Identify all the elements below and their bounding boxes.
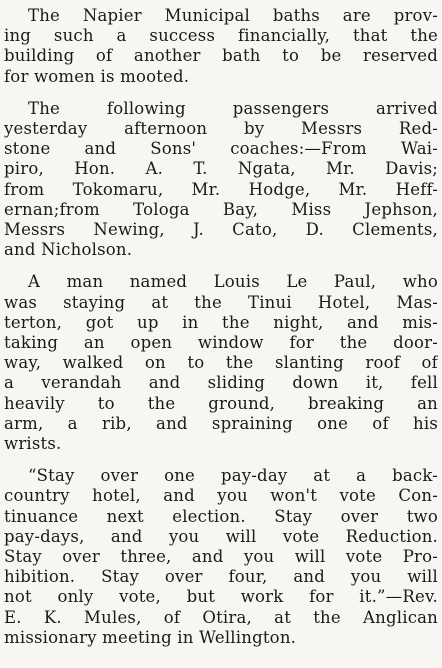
text-line: wrists. xyxy=(4,434,62,454)
text-line: taking an open window for the door- xyxy=(4,333,438,353)
text-line: ing such a success financially, that the xyxy=(4,26,438,46)
paragraph-stay-over-quote xyxy=(4,466,438,648)
text-line: terton, got up in the night, and mis- xyxy=(4,312,438,332)
text-line: Stay over three, and you will vote Pro- xyxy=(4,547,438,567)
text-line: ernan;from Tologa Bay, Miss Jephson, xyxy=(4,199,438,219)
text-line: pay-days, and you will vote Reduction. xyxy=(4,526,438,546)
text-line: missionary meeting in Wellington. xyxy=(4,627,297,647)
text-line: A man named Louis Le Paul, who xyxy=(28,272,438,292)
text-line: country hotel, and you won't vote Con- xyxy=(4,486,438,506)
text-line: “Stay over one pay-day at a back- xyxy=(28,466,438,486)
text-line: not only vote, but work for it.”—Rev. xyxy=(4,587,438,607)
text-line: The following passengers arrived xyxy=(28,98,438,118)
text-line: E. K. Mules, of Otira, at the Anglican xyxy=(4,607,438,627)
text-line: hibition. Stay over four, and you will xyxy=(4,567,438,587)
paragraph-passengers xyxy=(4,99,438,261)
text-line: yesterday afternoon by Messrs Red- xyxy=(4,119,438,139)
text-line: piro, Hon. A. T. Ngata, Mr. Davis; xyxy=(4,159,438,179)
text-line: way, walked on to the slanting roof of xyxy=(4,353,438,373)
text-line: tinuance next election. Stay over two xyxy=(4,506,438,526)
text-line: from Tokomaru, Mr. Hodge, Mr. Heff- xyxy=(4,179,438,199)
text-line: stone and Sons' coaches:—From Wai- xyxy=(4,139,438,159)
text-line: Messrs Newing, J. Cato, D. Clements, xyxy=(4,220,438,240)
text-line: and Nicholson. xyxy=(4,240,133,260)
text-line: heavily to the ground, breaking an xyxy=(4,393,438,413)
paragraph-napier-baths xyxy=(4,6,438,87)
paragraph-louis-le-paul xyxy=(4,272,438,454)
text-line: was staying at the Tinui Hotel, Mas- xyxy=(4,292,438,312)
text-line: The Napier Municipal baths are prov- xyxy=(28,6,438,25)
text-line: a verandah and sliding down it, fell xyxy=(4,373,438,393)
text-line: for women is mooted. xyxy=(4,66,190,86)
text-line: arm, a rib, and spraining one of his xyxy=(4,413,438,433)
text-line: building of another bath to be reserved xyxy=(4,46,438,66)
